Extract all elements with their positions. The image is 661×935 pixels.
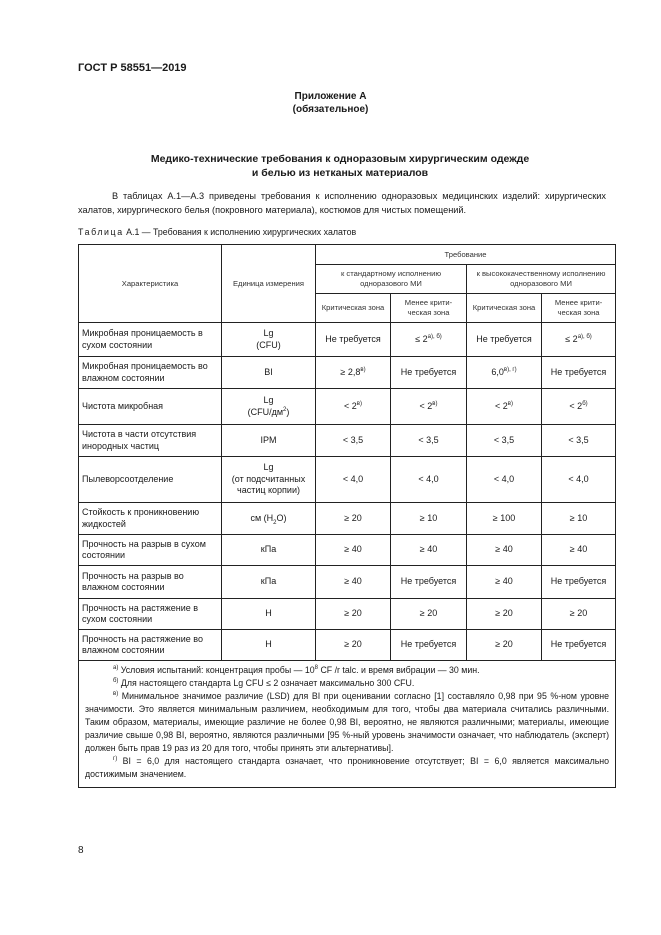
table-row [79,389,616,425]
cell-value: ≥ 20 [467,630,542,661]
row-unit [222,323,316,357]
requirements-table [78,244,616,788]
cell-value: ≥ 40 [467,566,542,599]
row-characteristic: Чистота в части отсутствия инородных частиц [79,425,222,457]
header-unit: Единица измерения [222,245,316,323]
footnote-ref: а), б) [427,333,442,340]
cell-value: < $2^{в)}$ [467,389,542,425]
cell-value: ≥ 20 [316,503,391,535]
table-row [79,425,616,457]
footnote-ref: в) [360,366,366,373]
cell-value: < $2^{в)}$ [316,389,391,425]
caption-text: А.1 — Требования к исполнению хирургических халатов [123,227,357,237]
cell-value: ≥ 40 [316,566,391,599]
header-less-critical-zone-high: Менее крити-ческая зона [542,294,616,323]
table-row [79,323,616,357]
cell-value: Не требуется [542,566,616,599]
section-title [80,152,600,180]
header-critical-zone-high: Критическая зона [467,294,542,323]
cell-value: < 4,0 [542,457,616,503]
unit-lg: Lg [263,328,274,338]
row-unit: Lg $(CFU/дм^2)$ [222,389,316,425]
row-characteristic: Микробная проницаемость в сухом состоянии [79,323,222,357]
cell-value: < $2^{б)}$ [542,389,616,425]
cell-value: Не требуется [467,323,542,357]
cell-value: ≥ 20 [542,599,616,630]
header-high-group: к высококачественному исполнению одноразового МИ [467,265,616,294]
cell-value: < 3,5 [467,425,542,457]
header-less-critical-zone-std: Менее крити-ческая зона [391,294,467,323]
cell-value: ≥ 40 [542,535,616,566]
header-requirement: Требование [316,245,616,265]
footnote-ref: в), г) [503,366,517,373]
caption-prefix: Таблица [78,227,124,237]
unit-cfu: (CFU) [256,339,281,350]
table-row [79,630,616,661]
header-characteristic: Характеристика [79,245,222,323]
cell-value: Не требуется [542,357,616,389]
footnote-ref: в) [432,400,438,407]
footnote-b: $^{б)}$ Для настоящего стандарта Lg CFU ≤ 2 означает максимально 300 CFU. [113,678,415,688]
footnote-a: $^{а)}$ Условия испытаний: концентрация пробы — $10^8$ CF /r talc. и время вибрации — 30 мин. [113,665,480,675]
row-characteristic: Прочность на разрыв в сухом состоянии [79,535,222,566]
footnote-ref: а), б) [577,333,592,340]
cell-value: < 3,5 [391,425,467,457]
row-unit: Н [222,630,316,661]
cell-value: ≥ 10 [391,503,467,535]
cell-value: Не требуется [391,357,467,389]
row-characteristic: Пылеворсоотделение [79,457,222,503]
appendix-status: (обязательное) [292,104,369,115]
cell-value: ≤ $2^{а), б)}$ [542,323,616,357]
cell-value: Не требуется [316,323,391,357]
standard-number: ГОСТ Р 58551—2019 [78,62,187,74]
cell-value: ≥ 100 [467,503,542,535]
row-unit: BI [222,357,316,389]
row-characteristic: Прочность на разрыв во влажном состоянии [79,566,222,599]
footnote-ref: б) [582,400,588,407]
row-characteristic: Чистота микробная [79,389,222,425]
cell-value: < 4,0 [316,457,391,503]
table-notes-row [79,661,616,788]
cell-value: < 4,0 [467,457,542,503]
cell-value: ≥ 20 [316,630,391,661]
cell-value: ≥ $2,8^{в)}$ [316,357,391,389]
row-characteristic: Прочность на растяжение во влажном состоянии [79,630,222,661]
cell-value: Не требуется [542,630,616,661]
cell-value: Не требуется [391,566,467,599]
row-unit: кПа [222,566,316,599]
table-row [79,503,616,535]
footnote-ref: в) [507,400,513,407]
table-row [79,535,616,566]
row-characteristic: Микробная проницаемость во влажном состоянии [79,357,222,389]
cell-value: ≥ 40 [467,535,542,566]
cell-value: $6,0^{в), г)}$ [467,357,542,389]
cell-value: ≥ 20 [391,599,467,630]
cell-value: ≤ $2^{а), б)}$ [391,323,467,357]
cell-value: ≥ 40 [316,535,391,566]
footnote-ref: в) [356,400,362,407]
table-row [79,599,616,630]
row-unit: IPM [222,425,316,457]
table-row [79,566,616,599]
header-critical-zone-std: Критическая зона [316,294,391,323]
section-title-line2: и белью из нетканых материалов [251,167,429,179]
table-row [79,357,616,389]
footnote-v: $^{в)}$ Минимальное значимое различие (LSD) для BI при оценивании согласно [1] составляло 0,98 при 95 %-ном уровне значимости. Это является минимальным различием, необходимым для того, чтобы два материала считались различными. Таким образом, материалы, имеющие различие не более 0,98 BI, вероятно, не являются различными; материалы, имеющие различие свыше 0,98 BI, вероятно, являются различными [95 %-ный уровень значимости означает, что наблюдатель (эксперт) должен быть прав 19 раз из 20 для того, чтобы принять эти альтернативы]. [85,691,610,753]
cell-value: ≥ 40 [391,535,467,566]
cell-value: < 3,5 [316,425,391,457]
footnote-g: $^{г)}$ BI = 6,0 для настоящего стандарта означает, что проникновение отсутствует; BI = 6,0 является максимально достижимым значением. [85,756,610,779]
cell-value: ≥ 10 [542,503,616,535]
cell-value: < 3,5 [542,425,616,457]
row-unit: кПа [222,535,316,566]
section-title-line1: Медико-технические требования к одноразовым хирургическим одежде [150,153,530,165]
page-number: 8 [78,845,84,856]
cell-value: < 4,0 [391,457,467,503]
table-caption [78,227,356,237]
cell-value: ≥ 20 [316,599,391,630]
row-unit: Н [222,599,316,630]
row-characteristic: Прочность на растяжение в сухом состоянии [79,599,222,630]
row-unit: см $(Н_2О)$ [222,503,316,535]
header-standard-group: к стандартному исполнению одноразового МИ [316,265,467,294]
table-notes [79,661,616,788]
cell-value: ≥ 20 [467,599,542,630]
cell-value: Не требуется [391,630,467,661]
row-characteristic: Стойкость к проникновению жидкостей [79,503,222,535]
table-row [79,457,616,503]
cell-value: < $2^{в)}$ [391,389,467,425]
row-unit: Lg (от подсчитанных частиц корпии) [222,457,316,503]
appendix-title: Приложение А [294,91,367,102]
intro-paragraph: В таблицах А.1—А.3 приведены требования к исполнению одноразовых медицинских изделий: хирургических халатов, хирургического белья (покровного материала), костюмов для чистых помещений. [78,191,606,215]
